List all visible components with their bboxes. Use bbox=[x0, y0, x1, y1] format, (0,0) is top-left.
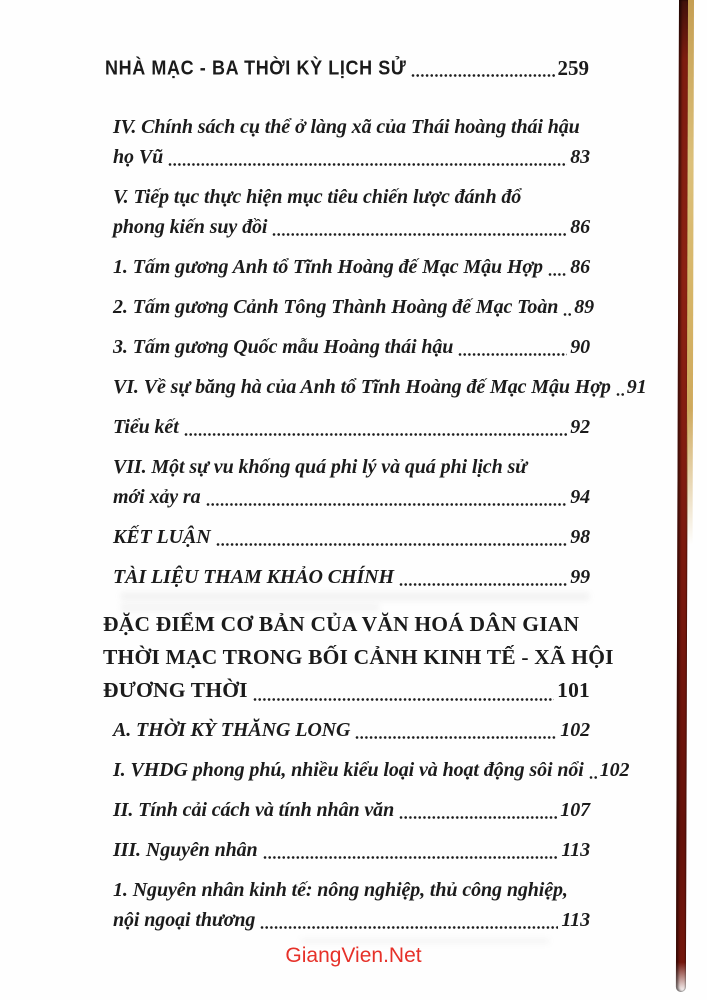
toc-entry-text: A. THỜI KỲ THĂNG LONG bbox=[113, 719, 351, 741]
dot-leader bbox=[399, 582, 567, 587]
toc-entry bbox=[113, 795, 590, 825]
dot-leader bbox=[263, 855, 559, 860]
page-header bbox=[105, 56, 589, 81]
dot-leader bbox=[184, 432, 568, 437]
dot-leader bbox=[272, 232, 567, 237]
toc-entry-text: I. VHDG phong phú, nhiều kiểu loại và hoạt động sôi nổi bbox=[113, 759, 584, 781]
toc-page-number: 92 bbox=[570, 416, 590, 438]
toc-page-number: 101 bbox=[557, 678, 590, 702]
toc-entry bbox=[113, 835, 590, 865]
toc-page-number: 113 bbox=[561, 909, 590, 931]
dot-leader bbox=[216, 542, 568, 547]
toc-entry-text: II. Tính cải cách và tính nhân văn bbox=[113, 799, 395, 821]
toc-page-number: 102 bbox=[560, 719, 590, 741]
dot-leader bbox=[206, 502, 568, 507]
toc-page-number: 86 bbox=[570, 256, 590, 278]
toc-entry-text: Tiểu kết bbox=[113, 416, 179, 438]
dot-leader bbox=[399, 815, 557, 820]
page-showthrough bbox=[120, 604, 380, 611]
toc-entry bbox=[113, 292, 595, 322]
dot-leader bbox=[616, 392, 624, 397]
section-heading bbox=[103, 608, 614, 707]
toc-entry bbox=[113, 755, 630, 785]
toc-entry-text: ĐƯƠNG THỜI bbox=[103, 678, 248, 702]
toc-page-number: 86 bbox=[570, 216, 590, 238]
dot-leader bbox=[563, 312, 571, 317]
toc-entry-text: III. Nguyên nhân bbox=[113, 839, 258, 861]
toc-page-number: 91 bbox=[626, 376, 647, 398]
toc-entry-text: V. Tiếp tục thực hiện mục tiêu chiến lược đánh đổ bbox=[113, 186, 522, 208]
dot-leader bbox=[589, 775, 597, 780]
dot-leader bbox=[458, 352, 567, 357]
footer-watermark: GiangVien.Net bbox=[285, 944, 422, 967]
dot-leader bbox=[548, 272, 567, 277]
toc-list bbox=[103, 112, 647, 945]
dot-leader bbox=[260, 925, 558, 930]
toc-entry-text: nội ngoại thương bbox=[113, 909, 256, 931]
book-title: NHÀ MẠC - BA THỜI KỲ LỊCH SỬ bbox=[105, 56, 407, 79]
toc-entry-text: 1. Tấm gương Anh tổ Tĩnh Hoàng đế Mạc Mậu Hợp bbox=[113, 256, 543, 278]
page-showthrough bbox=[120, 592, 590, 601]
toc-page-number: 83 bbox=[570, 146, 590, 168]
toc-entry bbox=[113, 875, 590, 935]
toc-page-number: 107 bbox=[560, 799, 590, 821]
toc-page-number: 90 bbox=[570, 336, 590, 358]
toc-entry-text: 1. Nguyên nhân kinh tế: nông nghiệp, thủ công nghiệp, bbox=[113, 879, 568, 901]
dot-leader bbox=[168, 162, 567, 167]
toc-entry-text: ĐẶC ĐIỂM CƠ BẢN CỦA VĂN HOÁ DÂN GIAN bbox=[103, 612, 580, 636]
toc-entry bbox=[113, 715, 590, 745]
dot-leader bbox=[253, 697, 554, 702]
toc-entry bbox=[113, 182, 590, 242]
dot-leader bbox=[411, 73, 554, 78]
toc-entry-text: phong kiến suy đồi bbox=[113, 216, 268, 238]
toc-entry-text: 3. Tấm gương Quốc mẫu Hoàng thái hậu bbox=[113, 336, 454, 358]
toc-page-number: 89 bbox=[574, 296, 595, 318]
toc-entry-text: KẾT LUẬN bbox=[113, 526, 211, 548]
toc-entry bbox=[113, 522, 590, 552]
toc-entry-text: VII. Một sự vu khống quá phi lý và quá phi lịch sử bbox=[113, 456, 528, 478]
toc-entry-text: THỜI MẠC TRONG BỐI CẢNH KINH TẾ - XÃ HỘI bbox=[103, 645, 614, 669]
toc-entry bbox=[113, 452, 590, 512]
toc-page-number: 102 bbox=[599, 759, 630, 781]
toc-entry bbox=[113, 562, 590, 592]
toc-entry bbox=[113, 332, 590, 362]
toc-entry-text: 2. Tấm gương Cảnh Tông Thành Hoàng đế Mạc Toàn bbox=[113, 296, 559, 318]
dot-leader bbox=[355, 735, 557, 740]
toc-entry-text: mới xảy ra bbox=[113, 486, 201, 508]
toc-page-number: 98 bbox=[570, 526, 590, 548]
header-page-number: 259 bbox=[557, 56, 589, 80]
toc-page-number: 94 bbox=[570, 486, 590, 508]
toc-entry bbox=[113, 112, 590, 172]
toc-entry-text: họ Vũ bbox=[113, 146, 164, 168]
book-pages-edge bbox=[687, 0, 694, 545]
toc-entry bbox=[113, 412, 590, 442]
toc-page-number: 99 bbox=[570, 566, 590, 588]
toc-entry-text: VI. Về sự băng hà của Anh tổ Tĩnh Hoàng đế Mạc Mậu Hợp bbox=[113, 376, 611, 398]
toc-page-number: 113 bbox=[561, 839, 590, 861]
toc-entry bbox=[113, 372, 647, 402]
toc-entry-text: TÀI LIỆU THAM KHẢO CHÍNH bbox=[113, 566, 394, 588]
toc-entry-text: IV. Chính sách cụ thể ở làng xã của Thái hoàng thái hậu bbox=[113, 116, 580, 138]
toc-entry bbox=[113, 252, 590, 282]
